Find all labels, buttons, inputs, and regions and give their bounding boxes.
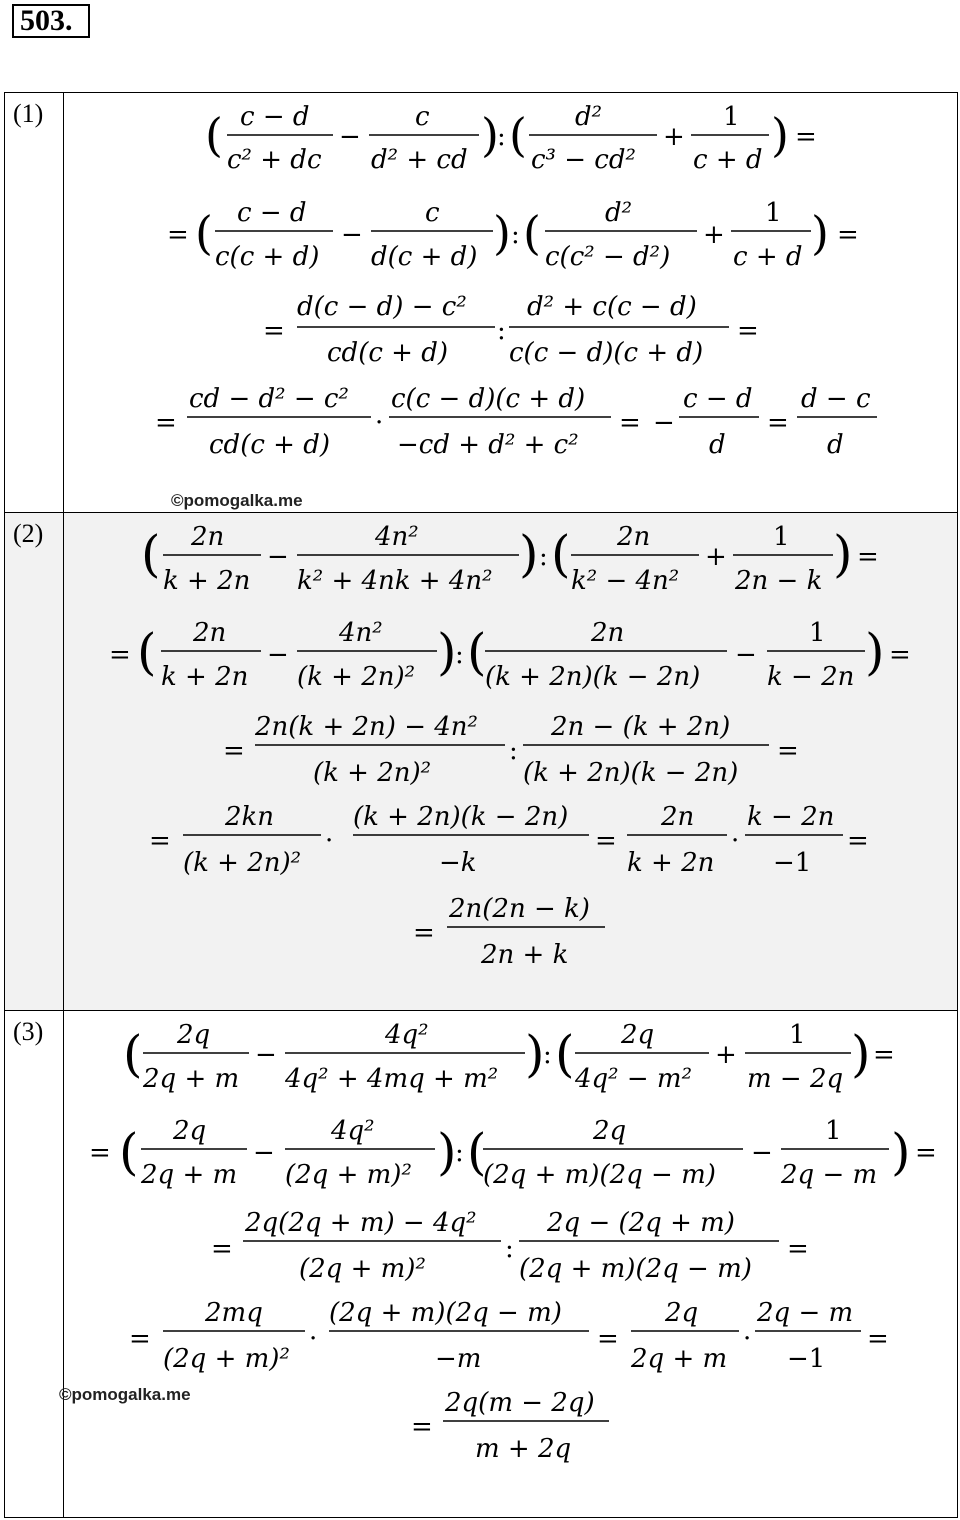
svg-text:=: = xyxy=(915,1138,937,1168)
svg-text:): ) xyxy=(519,525,539,583)
svg-text:4n²: 4n² xyxy=(339,618,383,648)
svg-text:d: d xyxy=(709,430,726,460)
svg-text:=: = xyxy=(211,1234,233,1264)
svg-text:2q − m: 2q − m xyxy=(781,1160,878,1190)
solution-row-3 xyxy=(5,1011,957,1517)
svg-text:=: = xyxy=(857,542,879,572)
svg-text:2n − (k + 2n): 2n − (k + 2n) xyxy=(551,712,731,742)
svg-text:+: + xyxy=(705,542,727,572)
svg-text:1: 1 xyxy=(789,1020,806,1050)
svg-text:k + 2n: k + 2n xyxy=(163,566,251,596)
watermark: ©pomogalka.me xyxy=(171,491,303,510)
svg-text:−: − xyxy=(735,640,757,670)
svg-text:−: − xyxy=(653,408,675,438)
svg-text:d − c: d − c xyxy=(801,384,871,414)
svg-text:): ) xyxy=(851,1025,871,1083)
svg-text:−m: −m xyxy=(435,1344,482,1374)
svg-text:=: = xyxy=(595,826,617,856)
svg-text:d²: d² xyxy=(605,198,633,228)
svg-text:=: = xyxy=(597,1324,619,1354)
svg-text:=: = xyxy=(149,826,171,856)
svg-text:(k + 2n)²: (k + 2n)² xyxy=(183,848,302,878)
svg-text:=: = xyxy=(847,826,869,856)
svg-text:c + d: c + d xyxy=(693,145,763,175)
svg-text:=: = xyxy=(873,1040,895,1070)
svg-text:d(c − d) − c²: d(c − d) − c² xyxy=(297,292,467,322)
svg-text:−1: −1 xyxy=(773,848,812,878)
svg-text:−: − xyxy=(267,640,289,670)
svg-text:): ) xyxy=(525,1025,545,1083)
svg-text:−cd + d² + c²: −cd + d² + c² xyxy=(397,430,579,460)
svg-text:2n: 2n xyxy=(591,618,625,648)
svg-text:2n: 2n xyxy=(193,618,227,648)
math-derivation-3 xyxy=(5,1011,957,1517)
svg-text:2q(m − 2q): 2q(m − 2q) xyxy=(445,1388,595,1418)
svg-text:2q − m: 2q − m xyxy=(757,1298,854,1328)
svg-text:=: = xyxy=(155,408,177,438)
svg-text:=: = xyxy=(767,408,789,438)
svg-text:+: + xyxy=(715,1040,737,1070)
svg-text:d² + c(c − d): d² + c(c − d) xyxy=(527,292,697,322)
svg-text:−: − xyxy=(751,1138,773,1168)
svg-text:=: = xyxy=(619,408,641,438)
svg-text:k − 2n: k − 2n xyxy=(767,662,855,692)
svg-text:cd(c + d): cd(c + d) xyxy=(327,338,449,368)
svg-text:−: − xyxy=(253,1138,275,1168)
svg-text:k² − 4n²: k² − 4n² xyxy=(571,566,680,596)
svg-text:c³ − cd²: c³ − cd² xyxy=(531,145,636,175)
svg-text:(: ( xyxy=(123,1025,143,1083)
svg-text:(2q + m)(2q − m): (2q + m)(2q − m) xyxy=(329,1298,562,1328)
svg-text:): ) xyxy=(891,1123,911,1181)
svg-text:(k + 2n)(k − 2n): (k + 2n)(k − 2n) xyxy=(485,662,701,692)
svg-text:=: = xyxy=(413,918,435,948)
svg-text:(: ( xyxy=(551,525,571,583)
svg-text:·: · xyxy=(731,826,740,856)
svg-text:2kn: 2kn xyxy=(225,802,275,832)
svg-text:k + 2n: k + 2n xyxy=(627,848,715,878)
svg-text:(k + 2n)²: (k + 2n)² xyxy=(313,758,432,788)
svg-text:−: − xyxy=(339,122,361,152)
svg-text:=: = xyxy=(89,1138,111,1168)
watermark: ©pomogalka.me xyxy=(59,1385,191,1404)
svg-text:2q + m: 2q + m xyxy=(143,1064,240,1094)
svg-text:(: ( xyxy=(119,1123,139,1181)
svg-text:=: = xyxy=(411,1412,433,1442)
svg-text:·: · xyxy=(325,826,334,856)
svg-text:2q: 2q xyxy=(665,1298,699,1328)
svg-text:): ) xyxy=(437,623,457,681)
svg-text:+: + xyxy=(703,220,725,250)
svg-text:2q(2q + m) − 4q²: 2q(2q + m) − 4q² xyxy=(245,1208,477,1238)
svg-text:c(c + d): c(c + d) xyxy=(215,242,320,272)
problem-number: 503. xyxy=(12,4,90,38)
math-derivation-2 xyxy=(5,513,957,1011)
svg-text::: : xyxy=(497,316,506,346)
svg-text:+: + xyxy=(663,122,685,152)
svg-text:(2q + m)²: (2q + m)² xyxy=(299,1254,426,1284)
svg-text:cd(c + d): cd(c + d) xyxy=(209,430,331,460)
svg-text:4q² − m²: 4q² − m² xyxy=(575,1064,692,1094)
svg-text:1: 1 xyxy=(825,1116,842,1146)
svg-text:1: 1 xyxy=(723,102,740,132)
svg-text:2q: 2q xyxy=(173,1116,207,1146)
svg-text:=: = xyxy=(889,640,911,670)
svg-text:2n − k: 2n − k xyxy=(735,566,823,596)
svg-text:−k: −k xyxy=(439,848,477,878)
svg-text:cd − d² − c²: cd − d² − c² xyxy=(189,384,349,414)
svg-text:d²: d² xyxy=(575,102,603,132)
svg-text::: : xyxy=(511,220,520,250)
svg-text:2mq: 2mq xyxy=(205,1298,263,1328)
svg-text:k − 2n: k − 2n xyxy=(747,802,835,832)
svg-text:=: = xyxy=(223,736,245,766)
row-label: (1) xyxy=(13,99,44,128)
svg-text:1: 1 xyxy=(765,198,782,228)
svg-text:(: ( xyxy=(467,1123,487,1181)
svg-text:(: ( xyxy=(509,108,527,162)
svg-text:c − d: c − d xyxy=(683,384,753,414)
svg-text:(k + 2n)(k − 2n): (k + 2n)(k − 2n) xyxy=(523,758,739,788)
svg-text:(2q + m)(2q − m): (2q + m)(2q − m) xyxy=(519,1254,752,1284)
svg-text:(: ( xyxy=(205,108,223,162)
svg-text:(: ( xyxy=(555,1025,575,1083)
svg-text:): ) xyxy=(481,108,499,162)
svg-text:k + 2n: k + 2n xyxy=(161,662,249,692)
svg-text:d: d xyxy=(827,430,844,460)
svg-text:): ) xyxy=(865,623,885,681)
svg-text:c(c² − d²): c(c² − d²) xyxy=(545,242,671,272)
svg-text:c: c xyxy=(425,198,440,228)
svg-text:4q²: 4q² xyxy=(385,1020,429,1050)
svg-text:=: = xyxy=(263,316,285,346)
svg-text:2q: 2q xyxy=(593,1116,627,1146)
svg-text:=: = xyxy=(129,1324,151,1354)
svg-text:c(c − d)(c + d): c(c − d)(c + d) xyxy=(391,384,586,414)
svg-text:c² + dc: c² + dc xyxy=(227,145,322,175)
svg-text:2q + m: 2q + m xyxy=(631,1344,728,1374)
svg-text:=: = xyxy=(777,736,799,766)
solution-row-1 xyxy=(5,93,957,513)
svg-text::: : xyxy=(455,640,464,670)
svg-text::: : xyxy=(505,1234,514,1264)
svg-text:2n(2n − k): 2n(2n − k) xyxy=(449,894,590,924)
svg-text::: : xyxy=(509,736,518,766)
svg-text::: : xyxy=(497,122,506,152)
svg-text:=: = xyxy=(867,1324,889,1354)
svg-text:·: · xyxy=(375,408,384,438)
svg-text:(2q + m)²: (2q + m)² xyxy=(163,1344,290,1374)
svg-text:): ) xyxy=(437,1123,457,1181)
svg-text:=: = xyxy=(837,220,859,250)
svg-text::: : xyxy=(455,1138,464,1168)
svg-text:1: 1 xyxy=(809,618,826,648)
solution-row-2 xyxy=(5,513,957,1011)
svg-text:−1: −1 xyxy=(787,1344,826,1374)
svg-text::: : xyxy=(543,1040,552,1070)
svg-text:=: = xyxy=(787,1234,809,1264)
svg-text:(: ( xyxy=(195,206,213,260)
svg-text:(k + 2n)(k − 2n): (k + 2n)(k − 2n) xyxy=(353,802,569,832)
svg-text:−: − xyxy=(341,220,363,250)
svg-text:·: · xyxy=(309,1324,318,1354)
svg-text:4n²: 4n² xyxy=(375,522,419,552)
svg-text:=: = xyxy=(737,316,759,346)
svg-text:): ) xyxy=(493,206,511,260)
svg-text:2n: 2n xyxy=(617,522,651,552)
svg-text:): ) xyxy=(771,108,789,162)
svg-text:(2q + m)²: (2q + m)² xyxy=(285,1160,412,1190)
svg-text:k² + 4nk + 4n²: k² + 4nk + 4n² xyxy=(297,566,493,596)
svg-text:4q²: 4q² xyxy=(331,1116,375,1146)
svg-text:d² + cd: d² + cd xyxy=(371,145,468,175)
svg-text:=: = xyxy=(795,122,817,152)
svg-text:·: · xyxy=(743,1324,752,1354)
svg-text:=: = xyxy=(109,640,131,670)
svg-text::: : xyxy=(539,542,548,572)
solution-table xyxy=(4,92,958,1518)
svg-text:(k + 2n)²: (k + 2n)² xyxy=(297,662,416,692)
svg-text:(: ( xyxy=(467,623,487,681)
svg-text:c(c − d)(c + d): c(c − d)(c + d) xyxy=(509,338,704,368)
row-label: (2) xyxy=(13,519,44,548)
svg-text:(: ( xyxy=(137,623,157,681)
svg-text:2q + m: 2q + m xyxy=(141,1160,238,1190)
svg-text:2n: 2n xyxy=(661,802,695,832)
svg-text:=: = xyxy=(167,220,189,250)
svg-text:d(c + d): d(c + d) xyxy=(371,242,478,272)
svg-text:m − 2q: m − 2q xyxy=(747,1064,844,1094)
svg-text:c + d: c + d xyxy=(733,242,803,272)
svg-text:): ) xyxy=(833,525,853,583)
svg-text:2n: 2n xyxy=(191,522,225,552)
svg-text:(: ( xyxy=(523,206,541,260)
svg-text:(: ( xyxy=(141,525,161,583)
svg-text:2q: 2q xyxy=(177,1020,211,1050)
svg-text:2q − (2q + m): 2q − (2q + m) xyxy=(547,1208,735,1238)
row-label: (3) xyxy=(13,1017,44,1046)
svg-text:): ) xyxy=(811,206,829,260)
svg-text:4q² + 4mq + m²: 4q² + 4mq + m² xyxy=(285,1064,499,1094)
svg-text:−: − xyxy=(267,542,289,572)
svg-text:2q: 2q xyxy=(621,1020,655,1050)
svg-text:m + 2q: m + 2q xyxy=(475,1434,572,1464)
svg-text:(2q + m)(2q − m): (2q + m)(2q − m) xyxy=(483,1160,716,1190)
svg-text:c − d: c − d xyxy=(237,198,307,228)
svg-text:−: − xyxy=(255,1040,277,1070)
svg-text:2n(k + 2n) − 4n²: 2n(k + 2n) − 4n² xyxy=(255,712,478,742)
math-derivation-1 xyxy=(5,93,957,513)
svg-text:c − d: c − d xyxy=(240,102,310,132)
svg-text:1: 1 xyxy=(773,522,790,552)
svg-text:c: c xyxy=(415,102,430,132)
svg-text:2n + k: 2n + k xyxy=(481,940,569,970)
